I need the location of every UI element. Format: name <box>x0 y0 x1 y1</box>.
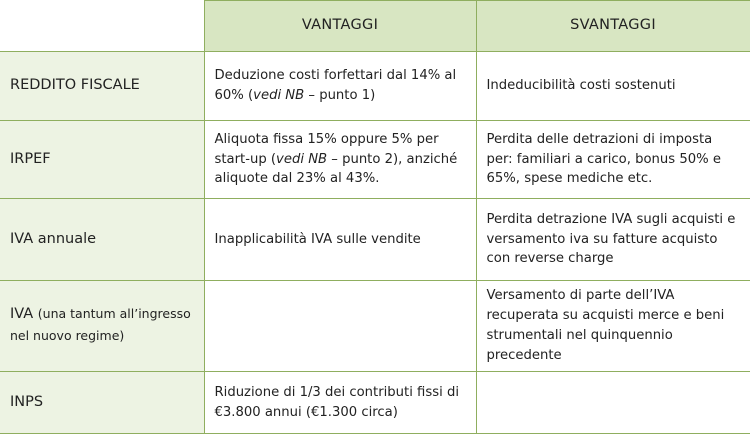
advantage-italic: vedi NB <box>276 151 328 167</box>
advantage-cell <box>204 281 476 372</box>
advantage-cell: Inapplicabilità IVA sulle vendite <box>204 199 476 281</box>
advantage-cell <box>204 52 476 121</box>
row-label: IRPEF <box>0 121 204 199</box>
header-corner <box>0 1 204 52</box>
advantage-text-end: – punto 1) <box>304 88 376 103</box>
disadvantage-cell: Indeducibilità costi sostenuti <box>476 52 750 121</box>
row-label: IVA annuale <box>0 199 204 281</box>
row-label-note: (una tantum all’ingresso nel nuovo regime) <box>10 306 191 343</box>
advantage-text: Aliquota fissa 15% oppure 5% per start-up ( <box>214 131 439 167</box>
table-row <box>0 372 750 434</box>
advantage-italic: vedi NB <box>253 88 305 103</box>
disadvantage-cell <box>476 372 750 434</box>
header-disadvantages: SVANTAGGI <box>476 1 750 52</box>
row-label <box>0 281 204 372</box>
table-row <box>0 121 750 199</box>
header-advantages: VANTAGGI <box>204 1 476 52</box>
row-label: REDDITO FISCALE <box>0 52 204 121</box>
disadvantage-cell: Versamento di parte dell’IVA recuperata su acquisti merce e beni strumentali nel quinquennio precedente <box>476 281 750 372</box>
advantage-cell <box>204 121 476 199</box>
header-row <box>0 1 750 52</box>
advantage-text-end: – punto 2), anziché aliquote dal 23% al 43%. <box>214 151 458 187</box>
table-row <box>0 52 750 121</box>
disadvantage-cell: Perdita delle detrazioni di imposta per: familiari a carico, bonus 50% e 65%, spese mediche etc. <box>476 121 750 199</box>
table-row <box>0 199 750 281</box>
table-row <box>0 281 750 372</box>
row-label: INPS <box>0 372 204 434</box>
advantage-cell: Riduzione di 1/3 dei contributi fissi di €3.800 annui (€1.300 circa) <box>204 372 476 434</box>
row-label-text: IVA <box>10 306 34 323</box>
advantage-text: Deduzione costi forfettari dal 14% al 60% ( <box>214 68 457 103</box>
disadvantage-cell: Perdita detrazione IVA sugli acquisti e versamento iva su fatture acquisto con reverse charge <box>476 199 750 281</box>
